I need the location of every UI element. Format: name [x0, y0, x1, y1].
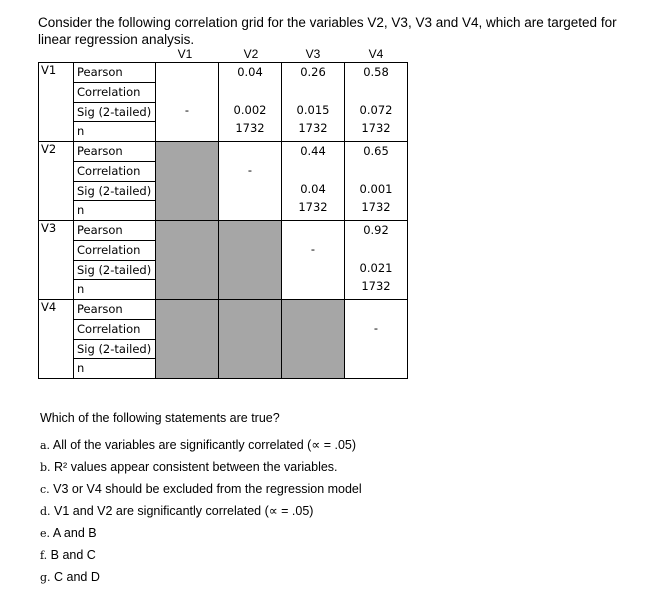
cell-v2-v3: 0.44 0.04 1732: [282, 142, 345, 221]
cell-v3-v3: -: [282, 221, 345, 300]
question-text: Which of the following statements are true?: [40, 411, 280, 425]
question-block: [40, 411, 362, 588]
label-sig: Sig (2-tailed): [74, 103, 155, 123]
cell-v2-v1-shaded: [156, 142, 219, 221]
correlation-grid: [38, 62, 408, 379]
label-correlation: Correlation: [74, 320, 155, 340]
option-letter: e.: [40, 527, 51, 540]
label-correlation: Correlation: [74, 162, 155, 182]
label-n: n: [77, 361, 85, 376]
col-header-v3: V3: [305, 47, 321, 61]
col-header-v2: V2: [243, 47, 259, 61]
option-text: B and C: [50, 548, 96, 562]
option-d: [40, 500, 362, 522]
cell-v1-v1: -: [156, 63, 219, 142]
cell-v1-v4: 0.58 0.072 1732: [345, 63, 408, 142]
row-var-label: V3: [39, 221, 74, 300]
row-stat-labels: [74, 63, 156, 142]
option-text: All of the variables are significantly correlated (∝ = .05): [52, 438, 357, 452]
intro-text: Consider the following correlation grid for the variables V2, V3, V3 and V4, which are targeted for linear regression analysis.: [38, 15, 617, 47]
label-n: n: [77, 124, 85, 139]
grid-row-v1: [39, 63, 408, 142]
row-var-label: V2: [39, 142, 74, 221]
label-n: n: [77, 203, 85, 218]
option-text: C and D: [54, 570, 100, 584]
col-header-v1: V1: [177, 47, 193, 61]
row-stat-labels: [74, 221, 156, 300]
col-header-v4: V4: [368, 47, 384, 61]
cell-v4-v4: -: [345, 300, 408, 379]
option-text: V1 and V2 are significantly correlated (∝ = .05): [54, 504, 314, 518]
option-letter: d.: [40, 505, 51, 518]
grid-row-v2: [39, 142, 408, 221]
row-stat-labels: [74, 300, 156, 379]
option-text: V3 or V4 should be excluded from the regression model: [53, 482, 362, 496]
grid-row-v4: [39, 300, 408, 379]
cell-v3-v2-shaded: [219, 221, 282, 300]
label-pearson: Pearson: [74, 300, 155, 320]
option-letter: a.: [40, 439, 51, 452]
option-a: [40, 434, 362, 456]
option-letter: f.: [40, 549, 48, 562]
label-pearson: Pearson: [74, 142, 155, 162]
cell-v4-v3-shaded: [282, 300, 345, 379]
option-b: [40, 456, 362, 478]
option-f: [40, 544, 362, 566]
option-e: [40, 522, 362, 544]
label-sig: Sig (2-tailed): [74, 182, 155, 202]
cell-v4-v2-shaded: [219, 300, 282, 379]
option-text: R² values appear consistent between the variables.: [54, 460, 338, 474]
label-pearson: Pearson: [74, 63, 155, 83]
option-text: A and B: [52, 526, 97, 540]
option-g: [40, 566, 362, 588]
cell-v1-v2: 0.04 0.002 1732: [219, 63, 282, 142]
label-sig: Sig (2-tailed): [74, 261, 155, 281]
row-var-label: V1: [39, 63, 74, 142]
row-stat-labels: [74, 142, 156, 221]
option-letter: b.: [40, 461, 51, 474]
option-c: [40, 478, 362, 500]
cell-v3-v1-shaded: [156, 221, 219, 300]
label-n: n: [77, 282, 85, 297]
label-correlation: Correlation: [74, 83, 155, 103]
cell-v3-v4: 0.92 0.021 1732: [345, 221, 408, 300]
cell-v2-v2: -: [219, 142, 282, 221]
label-correlation: Correlation: [74, 241, 155, 261]
row-var-label: V4: [39, 300, 74, 379]
option-letter: c.: [40, 483, 50, 496]
option-letter: g.: [40, 571, 51, 584]
cell-v1-v3: 0.26 0.015 1732: [282, 63, 345, 142]
label-sig: Sig (2-tailed): [74, 340, 155, 360]
grid-row-v3: [39, 221, 408, 300]
cell-v2-v4: 0.65 0.001 1732: [345, 142, 408, 221]
cell-v4-v1-shaded: [156, 300, 219, 379]
label-pearson: Pearson: [74, 221, 155, 241]
